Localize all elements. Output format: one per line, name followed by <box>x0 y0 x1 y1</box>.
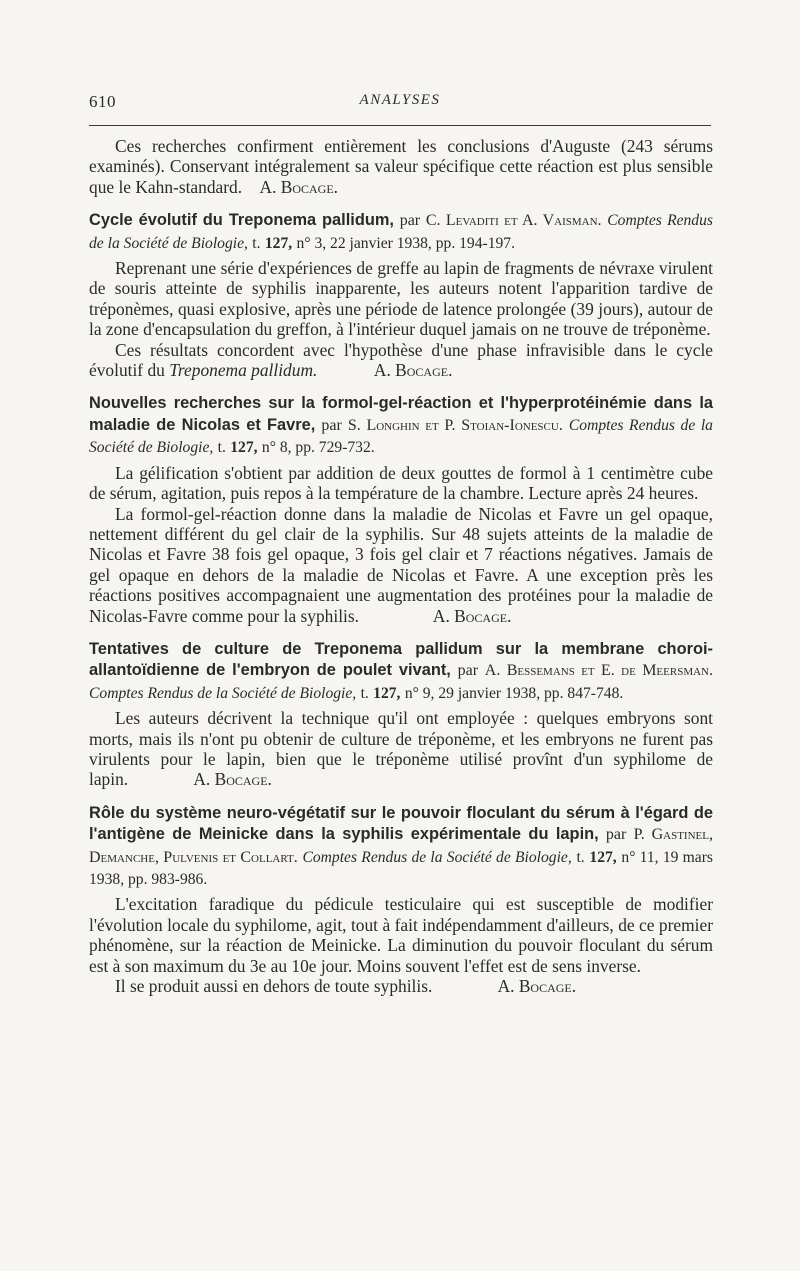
article-paragraph-last <box>89 976 713 996</box>
article-authors: S. Longhin et P. Stoian-Ionescu. <box>347 416 563 434</box>
article-title: Tentatives de culture de Treponema pallidum sur la membrane choroi-allantoïdienne de l'embryon de poulet vivant, <box>89 639 713 680</box>
article-authors: C. Levaditi et A. Vaisman. <box>425 212 602 230</box>
reference-details: n° 11, 19 mars 1938, pp. 983-986. <box>89 848 713 888</box>
article-paragraph-last <box>89 708 713 790</box>
header-rule <box>89 125 711 126</box>
article-paragraph: Reprenant une série d'expériences de greffe au lapin de fragments de névraxe virulent de souris atteinte de syphilis inapparente, les auteurs notent l'apparition tardive de tréponèmes, quasi explosive, après une période de latence prolongée (39 jours), autour de la zone d'encapsulation du greffon, à l'intérieur duquel jamais on ne trouve de tréponème. <box>89 258 713 340</box>
article <box>89 209 713 380</box>
authors-prefix: par <box>457 662 479 680</box>
section-title: ANALYSES <box>359 92 441 108</box>
article-authors: A. Bessemans et E. de Meersman. <box>484 662 713 680</box>
journal-name: Comptes Rendus de la Société de Biologie, <box>89 416 713 457</box>
article-paragraph: L'excitation faradique du pédicule testiculaire qui est susceptible de modifier l'évolution locale du syphilome, agit, tout à fait indépendamment d'ailleurs, de ce premier phénomène, sur la réaction de Meinicke. La diminution du pouvoir floculant du sérum est à son maximum du 3e au 10e jour. Moins souvent l'effet est de sens inverse. <box>89 894 713 976</box>
paragraph-text: Les auteurs décrivent la technique qu'il ont employée : quelques embryons sont morts, mais ils n'ont pu obtenir de culture de tréponème, et les embryons ne furent pas virulents pour le lapin, bien que le tréponème utilisé provînt d'un syphilome de lapin. <box>89 708 713 790</box>
authors-prefix: par <box>321 416 342 434</box>
paragraph-text: Il se produit aussi en dehors de toute syphilis. <box>115 976 433 997</box>
authors-prefix: par <box>605 826 627 844</box>
article <box>89 638 713 790</box>
italic-term: Treponema pallidum. <box>169 360 318 381</box>
article-title: Cycle évolutif du Treponema pallidum, <box>89 211 394 230</box>
signature: A. Bocage. <box>193 769 272 790</box>
volume-number: 127, <box>589 848 617 866</box>
intro-paragraph <box>89 136 713 197</box>
reference-prefix: t. <box>360 684 369 702</box>
article <box>89 392 713 625</box>
article-heading <box>89 802 713 891</box>
volume-number: 127, <box>230 439 258 457</box>
article-paragraph-last <box>89 504 713 626</box>
article-heading <box>89 209 713 254</box>
signature: A. Bocage. <box>373 360 453 381</box>
reference-details: n° 3, 22 janvier 1938, pp. 194-197. <box>296 234 515 252</box>
article-heading <box>89 392 713 458</box>
reference-prefix: t. <box>217 439 226 457</box>
page-number: 610 <box>89 92 116 111</box>
article <box>89 802 713 997</box>
authors-prefix: par <box>399 212 421 230</box>
article-title: Rôle du système neuro-végétatif sur le pouvoir floculant du sérum à l'égard de l'antigène de Meinicke dans la syphilis expérimentale du lapin, <box>89 803 713 844</box>
volume-number: 127, <box>264 234 293 252</box>
page-body <box>89 136 713 996</box>
reference-details: n° 8, pp. 729-732. <box>261 439 375 457</box>
running-head <box>89 92 711 114</box>
article-paragraph-last <box>89 340 713 381</box>
journal-name: Comptes Rendus de la Société de Biologie, <box>89 212 713 252</box>
signature: A. Bocage. <box>432 605 512 626</box>
signature: A. Bocage. <box>259 176 339 197</box>
journal-name: Comptes Rendus de la Société de Biologie, <box>302 848 572 866</box>
intro-text: Ces recherches confirment entièrement les conclusions d'Auguste (243 sérums examinés). Conservant intégralement sa valeur spécifique cette réaction est plus sensible que le Kahn-standard. <box>89 136 713 197</box>
reference-details: n° 9, 29 janvier 1938, pp. 847-748. <box>404 684 624 702</box>
volume-number: 127, <box>373 684 401 702</box>
paragraph-text: La formol-gel-réaction donne dans la maladie de Nicolas et Favre un gel opaque, nettement différent du gel clair de la syphilis. Sur 48 sujets atteints de la maladie de Nicolas et Favre 38 fois gel opaque, 3 fois gel clair et 7 réactions négatives. Jamais de gel opaque en dehors de la maladie de Nicolas et Favre. A une exception près les réactions positives accompagnaient une augmentation des protéines pour la maladie de Nicolas-Favre comme pour la syphilis. <box>89 503 713 626</box>
reference-prefix: t. <box>576 848 585 866</box>
article-title: Nouvelles recherches sur la formol-gel-réaction et l'hyperprotéinémie dans la maladie de Nicolas et Favre, <box>89 394 713 434</box>
article-heading <box>89 638 713 704</box>
journal-name: Comptes Rendus de la Société de Biologie, <box>89 684 357 702</box>
reference-prefix: t. <box>252 234 261 252</box>
signature: A. Bocage. <box>497 976 577 997</box>
article-authors: P. Gastinel, Demanche, Pulvenis et Collart. <box>89 826 713 866</box>
paragraph-text: Ces résultats concordent avec l'hypothèse d'une phase infravisible dans le cycle évolutif du <box>89 339 713 381</box>
article-paragraph: La gélification s'obtient par addition de deux gouttes de formol à 1 centimètre cube de sérum, agitation, puis repos à la température de la chambre. Lecture après 24 heures. <box>89 462 713 504</box>
